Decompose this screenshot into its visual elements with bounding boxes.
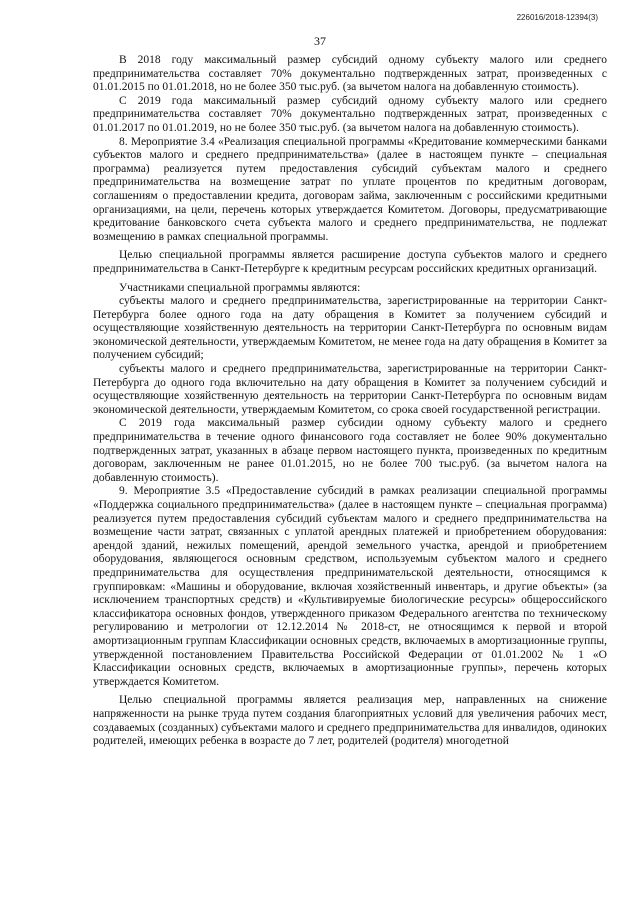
paragraph: Целью специальной программы является реализация мер, направленных на снижение напряженности на рынке труда путем создания благоприятных условий для увеличения рабочих мест, создаваемых (созданных) субъектами малого и среднего предпринимательства для инвалидов, одиноких родителей, имеющих ребенка в возрасте до 7 лет, родителей (родителя) многодетной xyxy=(93,694,607,748)
document-id: 226016/2018-12394(3) xyxy=(516,13,598,22)
paragraph: С 2019 года максимальный размер субсидии одному субъекту малого и среднего предпринимательства в течение одного финансового года составляет не более 90% документально подтвержденных затрат, указанных в абзаце первом настоящего пункта, произведенных по кредитным договорам, заключенным не ранее 01.01.2015, но не более 700 тыс.руб. (за вычетом налога на добавленную стоимость). xyxy=(93,417,607,484)
page-number: 37 xyxy=(314,34,326,48)
paragraph: субъекты малого и среднего предпринимательства, зарегистрированные на территории Санкт-Петербурга до одного года включительно на дату обращения в Комитет за получением субсидий и осуществляющие хозяйственную деятельность на территории Санкт-Петербурга по основным видам экономической деятельности, утверждаемым Комитетом, со срока своей государственной регистрации. xyxy=(93,363,607,416)
paragraph: В 2018 году максимальный размер субсидий одному субъекту малого или среднего предпринимательства составляет 70% документально подтвержденных затрат, произведенных с 01.01.2015 по 01.01.2018, но не более 350 тыс.руб. (за вычетом налога на добавленную стоимость). xyxy=(93,54,607,94)
paragraph: Целью специальной программы является расширение доступа субъектов малого и среднего предпринимательства в Санкт-Петербурге к кредитным ресурсам российских кредитных организаций. xyxy=(93,249,607,275)
paragraph: 8. Мероприятие 3.4 «Реализация специальной программы «Кредитование коммерческими банками субъектов малого и среднего предпринимательства» (далее в настоящем пункте – специальная программа) реализуется путем предоставления субсидий субъектам малого и среднего предпринимательства на возмещение затрат по уплате процентов по кредитным договорам, соглашениям о предоставлении кредита, договорам займа, заключенным с российскими кредитными организациями, на цели, перечень которых утверждается Комитетом. Договоры, предусматривающие кредитование банковского счета субъекта малого и среднего предпринимательства, не подлежат возмещению в рамках специальной программы. xyxy=(93,135,607,243)
paragraph: Участниками специальной программы являются: xyxy=(119,281,361,294)
document-body xyxy=(93,54,607,749)
paragraph: 9. Мероприятие 3.5 «Предоставление субсидий в рамках реализации специальной программы «Поддержка социального предпринимательства» (далее в настоящем пункте – специальная программа) реализуется путем предоставления субсидий субъектам малого и среднего предпринимательства на возмещение части затрат, связанных с уплатой арендных платежей и приобретением оборудования: арендой зданий, нежилых помещений, арендой земельного участка, арендой и приобретением оборудования, являющегося основным средством, используемым субъектом малого и среднего предпринимательства для осуществления предпринимательской деятельности, относящимся к группировкам: «Машины и оборудование, включая хозяйственный инвентарь, и другие объекты» (за исключением транспортных средств) и «Культивируемые биологические ресурсы» общероссийского классификатора основных фондов, утвержденного приказом Федерального агентства по техническому регулированию и метрологии от 12.12.2014 № 2018-ст, не относящимся к первой и второй амортизационным группам Классификации основных средств, включаемых в амортизационные группы, утвержденной постановлением Правительства Российской Федерации от 01.01.2002 № 1 «О Классификации основных средств, включаемых в амортизационные группы», перечень которых утверждается Комитетом. xyxy=(93,485,607,688)
paragraph: С 2019 года максимальный размер субсидий одному субъекту малого или среднего предпринимательства составляет 70% документально подтвержденных затрат, произведенных с 01.01.2017 по 01.01.2019, но не более 350 тыс.руб. (за вычетом налога на добавленную стоимость). xyxy=(93,94,607,134)
paragraph: субъекты малого и среднего предпринимательства, зарегистрированные на территории Санкт-Петербурга более одного года на дату обращения в Комитет за получением субсидий и осуществляющие хозяйственную деятельность на территории Санкт-Петербурга по основным видам экономической деятельности, утверждаемым Комитетом, не менее года на дату обращения в Комитет за получением субсидий; xyxy=(93,295,607,362)
